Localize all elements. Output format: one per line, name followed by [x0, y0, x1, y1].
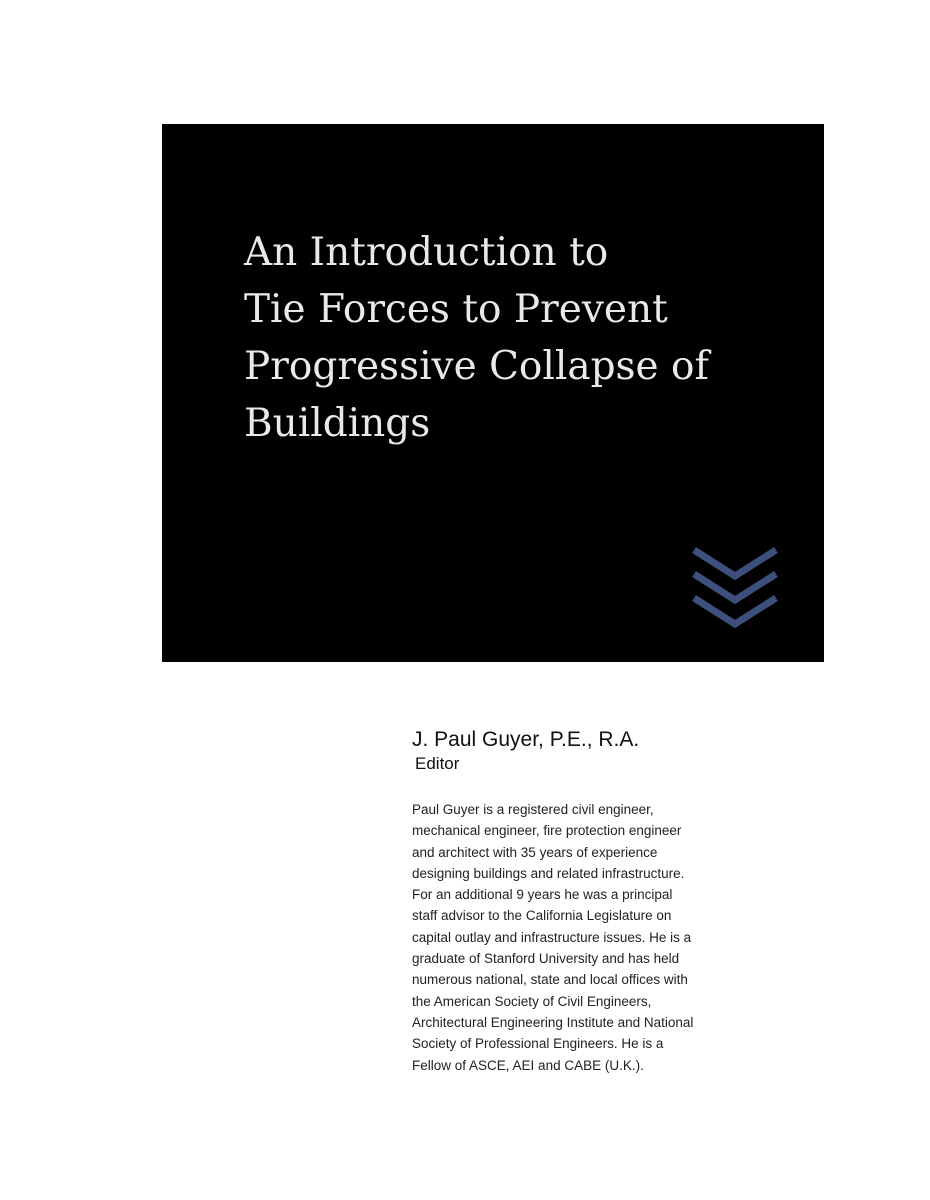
bio-line: Paul Guyer is a registered civil engineer, — [412, 802, 654, 817]
bio-line: Society of Professional Engineers. He is a — [412, 1036, 664, 1052]
title-line: Buildings — [244, 401, 431, 446]
bio-line: and architect with 35 years of experience — [412, 844, 658, 860]
bio-line: the American Society of Civil Engineers, — [412, 993, 652, 1009]
bio-line: numerous national, state and local offices with — [412, 972, 688, 988]
author-bio — [412, 799, 812, 1076]
author-name: J. Paul Guyer, P.E., R.A. — [412, 728, 640, 751]
author-role: Editor — [415, 754, 460, 773]
bio-line: Fellow of ASCE, AEI and CABE (U.K.). — [412, 1057, 644, 1073]
chevron-stroke — [694, 550, 776, 576]
title-line: An Introduction to — [244, 230, 609, 275]
title-line: Progressive Collapse of — [244, 344, 709, 389]
book-title — [244, 224, 804, 452]
title-line: Tie Forces to Prevent — [244, 287, 668, 332]
bio-line: graduate of Stanford University and has held — [412, 951, 680, 967]
bio-line: mechanical engineer, fire protection engineer — [412, 823, 682, 839]
cover-panel — [162, 124, 824, 662]
bio-line: For an additional 9 years he was a principal — [412, 887, 673, 903]
bio-line: capital outlay and infrastructure issues. He is a — [412, 929, 692, 945]
bio-line: staff advisor to the California Legislature on — [412, 908, 672, 924]
bio-line: designing buildings and related infrastructure. — [412, 865, 685, 881]
triple-chevron-down-icon — [688, 542, 782, 630]
bio-line: Architectural Engineering Institute and National — [412, 1014, 694, 1030]
author-block — [412, 727, 812, 775]
